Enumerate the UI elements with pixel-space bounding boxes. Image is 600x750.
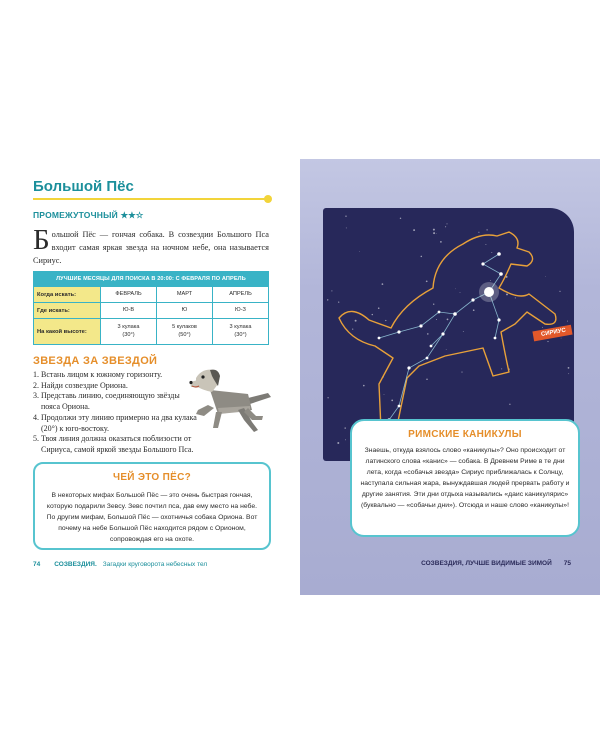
background-star <box>345 439 346 440</box>
background-star <box>372 314 373 315</box>
table-cell-line: ФЕВРАЛЬ <box>115 290 142 297</box>
table-cell-line: (30°) <box>234 331 247 338</box>
background-star <box>542 327 543 328</box>
background-star <box>413 229 415 231</box>
table-row <box>34 318 268 344</box>
background-star <box>473 309 475 311</box>
background-star <box>382 283 384 285</box>
background-star <box>355 320 357 322</box>
step-number: 2. <box>33 380 39 390</box>
background-star <box>567 321 568 322</box>
background-star <box>327 397 328 398</box>
background-star <box>427 333 429 335</box>
background-star <box>344 427 345 428</box>
page-number-left: 74 <box>33 561 41 568</box>
step-text: Продолжи эту линию примерно на два кулака (20°) к юго-востоку. <box>41 412 197 433</box>
intro-paragraph <box>33 224 269 267</box>
step-text: Встань лицом к южному горизонту. <box>41 370 163 379</box>
page-number-right: 75 <box>563 560 571 567</box>
table-cell <box>100 287 156 302</box>
table-cell-line: АПРЕЛЬ <box>229 290 252 297</box>
background-star <box>440 241 442 243</box>
table-cell-line: 5 кулаков <box>172 324 197 330</box>
background-star <box>559 291 560 292</box>
step-item <box>33 413 198 434</box>
title-underline <box>33 198 266 200</box>
background-star <box>501 368 502 369</box>
right-page-footer <box>421 560 571 567</box>
background-star <box>561 338 562 339</box>
step-text: Твоя линия должна оказаться поблизости от Сириуса, самой яркой звезды Большого Пса. <box>41 434 194 454</box>
background-star <box>331 290 332 291</box>
step-text: Найди созвездие Ориона. <box>41 380 128 390</box>
note-text: Знаешь, откуда взялось слово «каникулы»? Оно происходит от латинского слова «канис» — собака. В Древнем Риме в те дни лета, когда «собачья звезда» Сириус приближалась к Солнцу, наступала сильная жара, вынуждавшая людей прервать работу и другие занятия. Эти дни отдыха назывались «даис каникулярис» (буквально — «собачьи дни»). Отсюда и наше слово «каникулы»! <box>360 447 570 509</box>
background-star <box>433 304 434 305</box>
footer-subtitle-left: Загадки круговорота небесных тел <box>102 561 208 568</box>
roman-holidays-note <box>350 419 580 537</box>
table-cell <box>212 303 268 318</box>
myth-callout <box>33 462 271 550</box>
steps-list <box>33 370 198 456</box>
background-star <box>426 280 428 282</box>
background-star <box>400 218 401 219</box>
table-cell-line: 3 кулака <box>229 324 252 330</box>
table-row <box>34 286 268 302</box>
background-star <box>385 320 386 321</box>
footer-section-left: СОЗВЕЗДИЯ. <box>54 561 97 568</box>
background-star <box>346 227 347 228</box>
intro-text: ольшой Пёс — гончая собака. В созвездии Большого Пса входит самая яркая звезда на ночном небе, она называется Сириус. <box>33 230 269 265</box>
difficulty-level <box>33 210 143 221</box>
table-header: ЛУЧШИЕ МЕСЯЦЫ ДЛЯ ПОИСКА В 20:00: С ФЕВРАЛЯ ПО АПРЕЛЬ <box>34 272 268 286</box>
background-star <box>485 244 486 245</box>
right-page <box>300 159 600 595</box>
step-text: Представь линию, соединяющую звёзды пояса Ориона. <box>41 391 180 412</box>
table-cell-line: Ю-З <box>235 306 246 313</box>
table-row-label: На какой высоте: <box>34 319 100 344</box>
table-cell <box>212 319 268 344</box>
background-star <box>436 233 437 234</box>
note-title: РИМСКИЕ КАНИКУЛЫ <box>408 429 522 440</box>
background-star <box>460 292 461 293</box>
background-star <box>568 373 569 374</box>
table-cell-line: (30°) <box>122 331 135 338</box>
footer-section-right: СОЗВЕЗДИЯ, ЛУЧШЕ ВИДИМЫЕ ЗИМОЙ <box>421 560 552 567</box>
table-row <box>34 302 268 318</box>
table-cell <box>156 319 212 344</box>
background-star <box>486 229 487 230</box>
table-cell-line: (50°) <box>178 331 191 338</box>
background-star <box>515 297 516 298</box>
table-cell <box>156 303 212 318</box>
background-star <box>421 256 423 258</box>
steps-title: ЗВЕЗДА ЗА ЗВЕЗДОЙ <box>33 355 158 367</box>
background-star <box>545 276 546 277</box>
step-number: 5. <box>33 434 39 444</box>
sirius-label: СИРИУС <box>532 325 572 342</box>
background-star <box>446 349 447 350</box>
step-number: 1. <box>33 370 39 379</box>
table-row-label: Когда искать: <box>34 287 100 302</box>
table-cell-line: Ю <box>181 306 188 313</box>
table-cell-line: МАРТ <box>176 290 193 297</box>
step-number: 4. <box>33 412 39 422</box>
table-cell <box>156 287 212 302</box>
background-star <box>445 226 446 227</box>
background-star <box>359 251 360 252</box>
callout-title: ЧЕЙ ЭТО ПЁС? <box>113 472 191 483</box>
background-star <box>433 229 435 231</box>
background-star <box>337 442 339 444</box>
background-star <box>455 288 456 289</box>
star-icon <box>484 287 494 297</box>
background-star <box>345 216 346 217</box>
drop-cap: Б <box>33 224 50 256</box>
table-row-label: Где искать: <box>34 303 100 318</box>
background-star <box>491 252 492 253</box>
background-star <box>568 367 570 369</box>
title-underline-dot <box>264 195 272 203</box>
background-star <box>447 223 448 224</box>
background-star <box>426 378 428 380</box>
background-star <box>327 299 328 300</box>
background-star <box>384 394 385 395</box>
table-cell <box>100 303 156 318</box>
dog-illustration <box>188 360 278 440</box>
background-star <box>506 293 508 295</box>
table-cell <box>100 319 156 344</box>
background-star <box>378 307 380 309</box>
background-star <box>433 232 435 234</box>
background-star <box>436 319 437 320</box>
left-page-footer <box>33 561 207 568</box>
background-star <box>547 341 548 342</box>
background-star <box>509 404 510 405</box>
callout-text: В некоторых мифах Большой Пёс — это очень быстрая гончая, которую подарили Зевсу. Зевс почтил пса, дав ему место на небе. По другим мифам, Большой Пёс — охотничья собака Ориона. Вот почему на небе Большой Пёс находится рядом с Орионом, сопровождая его на охоте. <box>46 492 258 543</box>
step-item <box>33 381 198 392</box>
table-cell <box>212 287 268 302</box>
background-star <box>352 329 353 330</box>
viewing-table <box>33 271 269 345</box>
step-number: 3. <box>33 391 39 401</box>
step-item <box>33 370 198 381</box>
background-star <box>461 372 462 373</box>
step-item <box>33 391 198 412</box>
background-star <box>338 301 339 302</box>
page-title: Большой Пёс <box>33 178 134 195</box>
background-star <box>490 280 491 281</box>
background-star <box>363 385 365 387</box>
table-cell-line: 3 кулака <box>117 324 140 330</box>
background-star <box>447 319 449 321</box>
background-star <box>478 232 479 233</box>
background-star <box>463 331 464 332</box>
table-cell-line: Ю-В <box>122 306 135 313</box>
difficulty-stars: ★★☆ <box>120 210 144 220</box>
background-star <box>391 400 393 402</box>
step-item <box>33 434 198 455</box>
difficulty-label: ПРОМЕЖУТОЧНЫЙ <box>33 210 118 220</box>
